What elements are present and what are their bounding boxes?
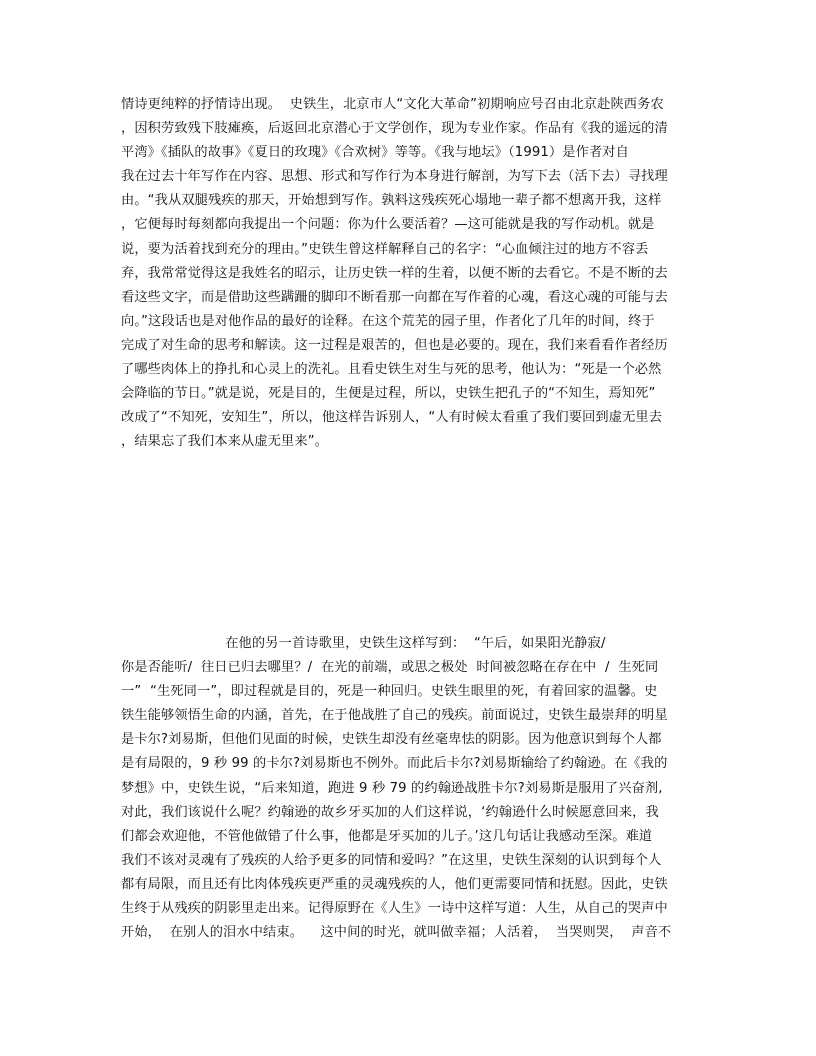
text-line: 在他的另一首诗歌里，史铁生这样写到： “午后，如果阳光静寂/: [121, 636, 606, 651]
text-line: 情诗更纯粹的抒情诗出现。 史铁生，北京市人“文化大革命”初期响应号召由北京赴陕西务农: [121, 97, 664, 112]
text-line: 是有局限的，9 秒 99 的卡尔?刘易斯也不例外。而此后卡尔?刘易斯输给了约翰逊。在《我的: [121, 756, 668, 772]
text-line: 你是否能听/ 往日已归去哪里？/ 在光的前端，或思之极处 时间被忽略在存在中 / 生死同: [121, 660, 659, 676]
text-line: 铁生能够领悟生命的内涵，首先，在于他战胜了自己的残疾。前面说过，史铁生最崇拜的明星: [121, 708, 668, 724]
text-line: ，它便每时每刻都向我提出一个问题：你为什么要活着？—这可能就是我的写作动机。就是: [121, 217, 655, 233]
text-line: 对此，我们该说什么呢？约翰逊的故乡牙买加的人们这样说，‘约翰逊什么时候愿意回来，我: [121, 804, 659, 820]
text-line: ，因积劳致残下肢瘫痪，后返回北京潜心于文学创作，现为专业作家。作品有《我的遥远的清: [121, 121, 668, 137]
text-line: 平湾》《插队的故事》《夏日的玫瑰》《合欢树》等等。《我与地坛》（1991）是作者对自: [121, 145, 629, 161]
body-paragraph-1: [121, 93, 695, 454]
body-paragraph-2: [121, 632, 695, 945]
text-line: 了哪些肉体上的挣扎和心灵上的洗礼。且看史铁生对生与死的思考，他认为：“死是一个必然: [121, 362, 662, 378]
text-line: 弃，我常常觉得这是我姓名的昭示，让历史铁一样的生着，以便不断的去看它。不是不断的去: [121, 265, 668, 281]
text-line: 说，要为活着找到充分的理由。”史铁生曾这样解释自己的名字：“心血倾注过的地方不容丢: [121, 241, 649, 257]
text-line: 们都会欢迎他，不管他做错了什么事，他都是牙买加的儿子。’这几句话让我感动至深。难道: [121, 828, 653, 844]
text-line: 生终于从残疾的阴影里走出来。记得原野在《人生》一诗中这样写道：人生，从自己的哭声中: [121, 901, 668, 917]
text-line: 看这些文字，而是借助这些蹒跚的脚印不断看那一向都在写作着的心魂，看这心魂的可能与去: [121, 289, 668, 305]
text-line: 完成了对生命的思考和解读。这一过程是艰苦的，但也是必要的。现在，我们来看看作者经历: [121, 337, 668, 353]
text-line: 由。“我从双腿残疾的那天，开始想到写作。孰料这残疾死心塌地一辈子都不想离开我，这样: [121, 193, 662, 209]
text-line: ，结果忘了我们本来从虚无里来”。: [121, 434, 329, 450]
text-line: 开始， 在别人的泪水中结束。 这中间的时光，就叫做幸福；人活着， 当哭则哭， 声音不: [121, 925, 672, 941]
text-line: 是卡尔?刘易斯，但他们见面的时候，史铁生却没有丝毫卑怯的阴影。因为他意识到每个人都: [121, 732, 662, 748]
text-line: 向。”这段话也是对他作品的最好的诠释。在这个荒芜的园子里，作者化了几年的时间，终于: [121, 313, 655, 329]
text-line: 我们不该对灵魂有了残疾的人给予更多的同情和爱吗？”在这里，史铁生深刻的认识到每个人: [121, 852, 662, 868]
text-line: 梦想》中，史铁生说，“后来知道，跑进 9 秒 79 的约翰逊战胜卡尔?刘易斯是服用了兴奋剂,: [121, 780, 663, 796]
text-line: 会降临的节日。”就是说，死是目的，生便是过程，所以，史铁生把孔子的“不知生，焉知死”: [121, 386, 656, 402]
text-line: 都有局限，而且还有比肉体残疾更严重的灵魂残疾的人，他们更需要同情和抚慰。因此，史铁: [121, 876, 668, 892]
text-line: 改成了“不知死，安知生”，所以，他这样告诉别人，“人有时候太看重了我们要回到虚无里去: [121, 410, 663, 426]
text-line: 一” “生死同一”，即过程就是目的，死是一种回归。史铁生眼里的死，有着回家的温馨。史: [121, 684, 658, 700]
text-line: 我在过去十年写作在内容、思想、形式和写作行为本身进行解剖，为写下去（活下去）寻找理: [121, 169, 668, 185]
